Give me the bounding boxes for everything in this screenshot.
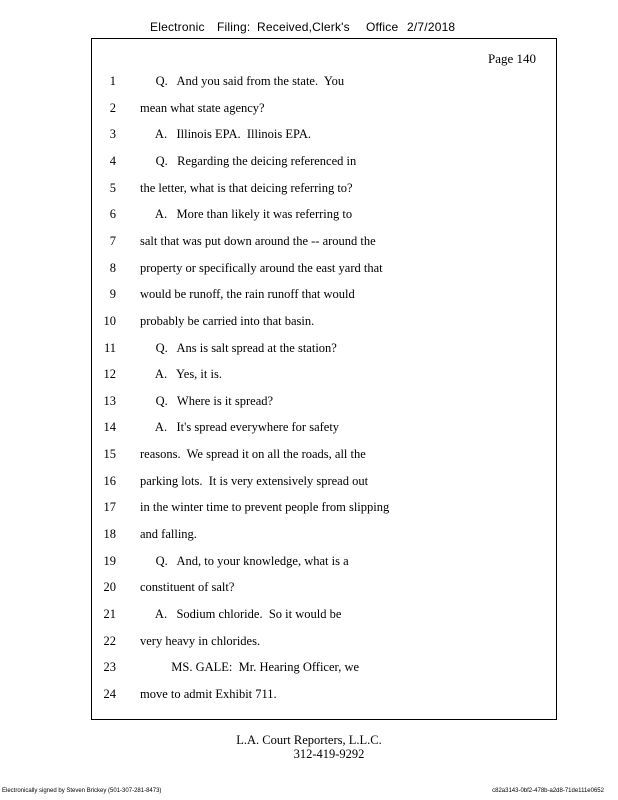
footer-phone: 312-419-9292 xyxy=(293,747,365,761)
line-text: probably be carried into that basin. xyxy=(140,313,315,328)
line-number: 5 xyxy=(109,180,116,195)
header-filing: Filing: xyxy=(217,20,251,34)
transcript-line xyxy=(92,634,558,652)
line-number: 4 xyxy=(109,153,116,168)
line-text: MS. GALE: Mr. Hearing Officer, we xyxy=(140,660,360,675)
line-text: mean what state agency? xyxy=(140,100,265,115)
transcript-line xyxy=(92,687,558,705)
line-text: salt that was put down around the -- around the xyxy=(140,233,376,248)
transcript-line xyxy=(92,527,558,545)
line-number: 6 xyxy=(109,207,116,222)
line-number: 21 xyxy=(103,607,116,621)
transcript-line xyxy=(92,74,558,92)
transcript-line xyxy=(92,660,558,678)
transcript-line xyxy=(92,234,558,252)
transcript-line xyxy=(92,394,558,412)
line-text: reasons. We spread it on all the roads, all the xyxy=(140,447,366,462)
line-text: A. Illinois EPA. Illinois EPA. xyxy=(140,127,311,142)
transcript-line xyxy=(92,607,558,625)
line-text: Q. And you said from the state. You xyxy=(140,74,345,88)
line-number: 3 xyxy=(109,127,116,142)
line-text: Q. Where is it spread? xyxy=(140,393,274,408)
line-number: 22 xyxy=(103,633,116,648)
line-number: 1 xyxy=(109,74,116,88)
line-text: Q. And, to your knowledge, what is a xyxy=(140,553,349,568)
transcript-line xyxy=(92,341,558,359)
line-number: 8 xyxy=(109,260,116,275)
transcript-line xyxy=(92,500,558,518)
line-text: Q. Ans is salt spread at the station? xyxy=(140,340,337,355)
line-number: 18 xyxy=(103,527,116,542)
line-number: 12 xyxy=(103,367,116,382)
transcript-line xyxy=(92,261,558,279)
line-text: very heavy in chlorides. xyxy=(140,633,261,648)
line-text: the letter, what is that deicing referring to? xyxy=(140,180,353,195)
footer-signature: Electronically signed by Steven Brickey (501-307-281-8473) xyxy=(2,788,162,794)
transcript-line xyxy=(92,154,558,172)
line-number: 23 xyxy=(103,660,116,675)
line-text: parking lots. It is very extensively spread out xyxy=(140,473,369,488)
transcript-line xyxy=(92,554,558,572)
line-number: 14 xyxy=(103,420,116,435)
header-office: Office xyxy=(366,20,399,34)
line-text: A. More than likely it was referring to xyxy=(140,207,353,222)
line-text: constituent of salt? xyxy=(140,580,235,595)
line-number: 24 xyxy=(103,686,116,701)
line-number: 10 xyxy=(103,313,116,328)
transcript-line xyxy=(92,420,558,438)
header-date: 2/7/2018 xyxy=(407,20,456,34)
line-number: 2 xyxy=(109,100,116,115)
line-number: 19 xyxy=(103,553,116,568)
footer-company: L.A. Court Reporters, L.L.C. xyxy=(236,733,382,747)
header-electronic: Electronic xyxy=(150,20,205,34)
line-text: A. It's spread everywhere for safety xyxy=(140,420,340,435)
line-number: 20 xyxy=(103,580,116,595)
line-text: would be runoff, the rain runoff that would xyxy=(140,287,355,302)
transcript-page-frame xyxy=(91,38,557,720)
line-number: 11 xyxy=(103,340,116,355)
line-text: property or specifically around the east yard that xyxy=(140,260,383,275)
line-text: A. Yes, it is. xyxy=(140,367,222,382)
line-number: 13 xyxy=(103,393,116,408)
transcript-line xyxy=(92,127,558,145)
transcript-line xyxy=(92,287,558,305)
transcript-line xyxy=(92,207,558,225)
line-text: move to admit Exhibit 711. xyxy=(140,686,277,701)
transcript-line xyxy=(92,580,558,598)
transcript-line xyxy=(92,447,558,465)
line-number: 9 xyxy=(109,287,116,302)
line-text: A. Sodium chloride. So it would be xyxy=(140,607,342,621)
transcript-line xyxy=(92,181,558,199)
line-number: 15 xyxy=(103,447,116,462)
line-number: 17 xyxy=(103,500,116,515)
line-text: and falling. xyxy=(140,527,197,542)
line-number: 16 xyxy=(103,473,116,488)
line-number: 7 xyxy=(109,233,116,248)
transcript-line xyxy=(92,314,558,332)
footer-hash: c82a3143-0bf2-478b-a2d8-71de111e0652 xyxy=(492,788,604,794)
transcript-line xyxy=(92,474,558,492)
header-received: Received,Clerk's xyxy=(257,20,350,34)
line-text: Q. Regarding the deicing referenced in xyxy=(140,153,357,168)
page-number: Page 140 xyxy=(487,51,536,66)
transcript-line xyxy=(92,367,558,385)
line-text: in the winter time to prevent people from slipping xyxy=(140,500,390,515)
transcript-line xyxy=(92,101,558,119)
